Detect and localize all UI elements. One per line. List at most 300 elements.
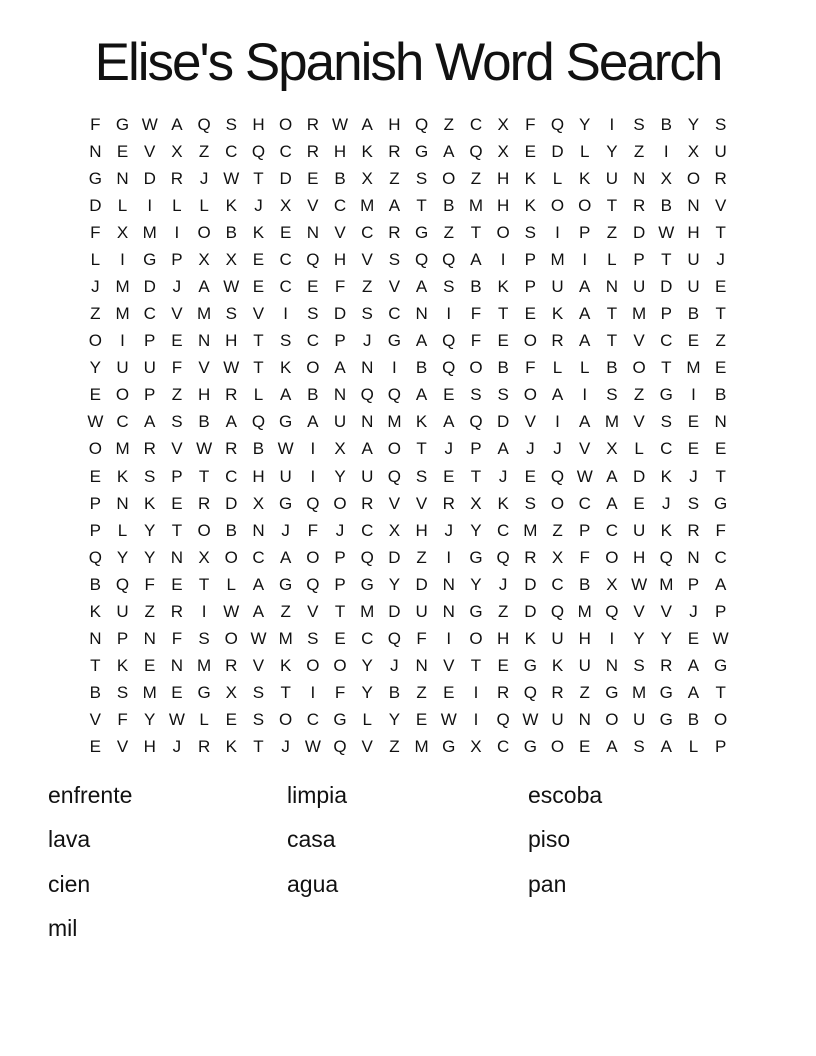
grid-letter: O bbox=[714, 710, 728, 730]
grid-letter: K bbox=[279, 656, 292, 676]
grid-letter: K bbox=[497, 493, 509, 513]
grid-letter: O bbox=[550, 493, 565, 513]
grid-letter: G bbox=[442, 737, 456, 757]
grid-letter: Q bbox=[469, 412, 483, 432]
grid-letter: A bbox=[279, 547, 292, 567]
grid-letter: S bbox=[633, 114, 645, 134]
grid-letter: Q bbox=[197, 114, 211, 134]
grid-letter: Y bbox=[388, 574, 401, 594]
grid-letter: R bbox=[551, 331, 564, 351]
grid-letter: F bbox=[334, 683, 346, 703]
grid-letter: D bbox=[415, 574, 428, 594]
grid-letter: C bbox=[660, 439, 673, 459]
grid-letter: E bbox=[443, 466, 455, 486]
grid-letter: U bbox=[714, 141, 727, 161]
grid-letter: R bbox=[361, 493, 374, 513]
grid-letter: P bbox=[524, 277, 537, 296]
grid-letter: A bbox=[579, 304, 591, 324]
grid-letter: M bbox=[577, 601, 592, 621]
grid-letter: N bbox=[442, 601, 455, 621]
grid-letter: E bbox=[171, 683, 183, 703]
grid-letter: E bbox=[497, 656, 509, 676]
grid-letter: X bbox=[470, 737, 482, 757]
grid-letter: Q bbox=[442, 358, 456, 378]
grid-letter: S bbox=[660, 412, 672, 432]
grid-letter: D bbox=[551, 141, 564, 161]
grid-letter: N bbox=[714, 412, 727, 432]
grid-letter: E bbox=[443, 385, 455, 405]
grid-letter: O bbox=[224, 629, 238, 649]
grid-letter: B bbox=[470, 277, 482, 296]
grid-letter: R bbox=[197, 493, 211, 513]
grid-letter: A bbox=[388, 195, 401, 215]
grid-letter: U bbox=[551, 629, 564, 649]
grid-letter: W bbox=[277, 439, 294, 459]
grid-letter: Q bbox=[414, 249, 429, 269]
grid-letter: A bbox=[144, 412, 156, 432]
grid-letter: U bbox=[687, 249, 700, 269]
grid-letter: E bbox=[252, 249, 265, 269]
grid-letter: M bbox=[115, 277, 130, 296]
grid-letter: K bbox=[524, 629, 537, 649]
grid-letter: J bbox=[390, 656, 399, 676]
grid-letter: Z bbox=[443, 114, 454, 134]
grid-letter: S bbox=[116, 683, 129, 703]
grid-letter: N bbox=[632, 168, 646, 188]
grid-letter: T bbox=[470, 656, 482, 676]
grid-letter: B bbox=[252, 439, 265, 459]
grid-letter: Z bbox=[90, 304, 101, 324]
grid-letter: M bbox=[360, 601, 375, 621]
grid-letter: N bbox=[89, 629, 102, 649]
grid-letter: A bbox=[361, 114, 373, 134]
grid-letter: I bbox=[609, 114, 615, 134]
grid-letter: K bbox=[579, 168, 591, 188]
grid-letter: S bbox=[144, 466, 156, 486]
grid-letter: B bbox=[579, 574, 591, 594]
grid-letter: D bbox=[524, 574, 537, 594]
grid-letter: Z bbox=[579, 683, 590, 703]
grid-letter: C bbox=[333, 195, 347, 215]
grid-letter: G bbox=[469, 601, 483, 621]
grid-letter: S bbox=[171, 412, 183, 432]
grid-letter: W bbox=[168, 710, 185, 730]
grid-letter: T bbox=[253, 737, 264, 757]
grid-letter: X bbox=[687, 141, 700, 161]
grid-letter: Q bbox=[442, 249, 456, 269]
grid-letter: T bbox=[497, 304, 509, 324]
grid-letter: G bbox=[197, 683, 211, 703]
grid-letter: N bbox=[687, 195, 700, 215]
grid-letter: Q bbox=[360, 547, 374, 567]
grid-letter: N bbox=[415, 656, 428, 676]
grid-letter: Y bbox=[470, 520, 482, 540]
grid-letter: N bbox=[306, 222, 319, 242]
letter-grid bbox=[82, 111, 735, 761]
grid-letter: R bbox=[225, 385, 238, 405]
grid-letter: Q bbox=[306, 249, 320, 269]
grid-letter: P bbox=[171, 466, 183, 486]
grid-letter: K bbox=[89, 601, 102, 621]
grid-letter: A bbox=[279, 385, 292, 405]
grid-letter: H bbox=[333, 141, 347, 161]
grid-letter: M bbox=[360, 195, 375, 215]
grid-letter: B bbox=[497, 358, 509, 378]
grid-letter: R bbox=[225, 439, 238, 459]
grid-letter: V bbox=[89, 710, 102, 730]
grid-letter: C bbox=[551, 574, 564, 594]
word-list-item: mil bbox=[48, 914, 78, 941]
grid-letter: B bbox=[89, 683, 102, 703]
grid-letter: Z bbox=[416, 683, 427, 703]
grid-letter: E bbox=[116, 141, 129, 161]
grid-letter: S bbox=[633, 737, 645, 757]
grid-letter: Y bbox=[687, 114, 700, 134]
grid-letter: M bbox=[686, 358, 701, 378]
grid-letter: U bbox=[551, 277, 564, 296]
grid-letter: D bbox=[632, 222, 646, 242]
grid-letter: H bbox=[415, 520, 428, 540]
grid-letter: E bbox=[89, 466, 102, 486]
grid-letter: T bbox=[715, 683, 726, 703]
puzzle-title: Elise's Spanish Word Search bbox=[94, 33, 722, 92]
grid-letter: Y bbox=[633, 629, 645, 649]
grid-letter: Q bbox=[523, 683, 537, 703]
grid-letter: E bbox=[252, 277, 265, 296]
grid-letter: E bbox=[687, 439, 700, 459]
grid-letter: C bbox=[497, 520, 510, 540]
grid-letter: S bbox=[198, 629, 210, 649]
grid-letter: E bbox=[687, 331, 700, 351]
grid-letter: G bbox=[88, 168, 102, 188]
grid-letter: C bbox=[225, 466, 238, 486]
grid-letter: Q bbox=[251, 412, 266, 432]
grid-letter: C bbox=[361, 629, 374, 649]
grid-letter: H bbox=[388, 114, 401, 134]
grid-letter: Z bbox=[362, 277, 373, 296]
grid-letter: E bbox=[415, 710, 428, 730]
grid-letter: M bbox=[550, 249, 565, 269]
grid-letter: U bbox=[632, 520, 646, 540]
grid-letter: A bbox=[307, 412, 319, 432]
grid-letter: F bbox=[307, 520, 319, 540]
grid-letter: C bbox=[388, 304, 401, 324]
grid-letter: J bbox=[281, 520, 290, 540]
grid-letter: R bbox=[497, 683, 510, 703]
grid-letter: J bbox=[553, 439, 562, 459]
grid-letter: X bbox=[225, 683, 237, 703]
grid-letter: P bbox=[714, 737, 727, 757]
grid-letter: N bbox=[687, 547, 700, 567]
grid-letter: X bbox=[497, 114, 509, 134]
grid-letter: M bbox=[115, 304, 130, 324]
grid-letter: K bbox=[116, 466, 129, 486]
grid-letter: O bbox=[333, 493, 347, 513]
grid-letter: J bbox=[498, 466, 508, 486]
grid-letter: L bbox=[634, 439, 644, 459]
grid-letter: Y bbox=[361, 683, 373, 703]
grid-letter: I bbox=[582, 385, 588, 405]
grid-letter: E bbox=[497, 331, 509, 351]
grid-letter: C bbox=[279, 249, 292, 269]
grid-letter: Q bbox=[550, 601, 565, 621]
grid-letter: V bbox=[307, 195, 319, 215]
grid-letter: W bbox=[223, 168, 240, 188]
grid-letter: Z bbox=[606, 222, 618, 242]
grid-letter: C bbox=[469, 114, 483, 134]
grid-letter: V bbox=[388, 493, 401, 513]
grid-letter: W bbox=[631, 574, 648, 594]
grid-letter: W bbox=[223, 277, 240, 296]
grid-letter: W bbox=[712, 629, 729, 649]
grid-letter: Y bbox=[606, 141, 618, 161]
grid-letter: G bbox=[414, 141, 429, 161]
grid-letter: Y bbox=[144, 710, 156, 730]
grid-letter: P bbox=[171, 249, 183, 269]
grid-letter: A bbox=[606, 466, 618, 486]
grid-letter: G bbox=[523, 737, 537, 757]
grid-letter: G bbox=[714, 656, 728, 676]
grid-letter: A bbox=[551, 385, 564, 405]
grid-letter: R bbox=[306, 141, 319, 161]
grid-letter: B bbox=[687, 304, 700, 324]
grid-letter: F bbox=[334, 277, 346, 296]
grid-letter: S bbox=[252, 683, 265, 703]
grid-letter: Y bbox=[144, 520, 156, 540]
grid-letter: K bbox=[144, 493, 156, 513]
grid-letter: D bbox=[632, 466, 646, 486]
grid-letter: O bbox=[578, 195, 592, 215]
grid-letter: N bbox=[89, 141, 102, 161]
grid-letter: H bbox=[252, 466, 265, 486]
grid-letter: D bbox=[660, 277, 673, 296]
grid-letter: L bbox=[579, 358, 590, 378]
grid-letter: O bbox=[387, 439, 402, 459]
grid-letter: U bbox=[605, 168, 619, 188]
grid-letter: L bbox=[117, 520, 128, 540]
grid-letter: S bbox=[714, 114, 727, 134]
grid-letter: E bbox=[579, 737, 591, 757]
grid-letter: B bbox=[606, 358, 618, 378]
grid-letter: N bbox=[333, 385, 347, 405]
grid-letter: Z bbox=[389, 737, 400, 757]
grid-letter: J bbox=[172, 277, 182, 296]
grid-letter: Q bbox=[550, 466, 565, 486]
grid-letter: P bbox=[633, 249, 645, 269]
grid-letter: J bbox=[526, 439, 535, 459]
grid-letter: T bbox=[715, 222, 726, 242]
grid-letter: T bbox=[715, 466, 726, 486]
grid-letter: K bbox=[415, 412, 428, 432]
grid-letter: Q bbox=[333, 737, 347, 757]
grid-letter: X bbox=[606, 574, 618, 594]
grid-letter: E bbox=[144, 656, 156, 676]
grid-letter: N bbox=[442, 574, 455, 594]
grid-letter: E bbox=[225, 710, 237, 730]
grid-letter: M bbox=[197, 304, 212, 324]
grid-letter: E bbox=[524, 304, 537, 324]
grid-letter: G bbox=[279, 412, 293, 432]
grid-letter: J bbox=[281, 737, 290, 757]
grid-letter: F bbox=[117, 710, 128, 730]
grid-letter: O bbox=[224, 547, 238, 567]
grid-letter: T bbox=[171, 520, 183, 540]
grid-letter: S bbox=[497, 385, 509, 405]
grid-letter: G bbox=[605, 683, 619, 703]
grid-letter: I bbox=[555, 222, 560, 242]
grid-letter: S bbox=[524, 222, 537, 242]
grid-letter: W bbox=[250, 629, 267, 649]
grid-letter: I bbox=[120, 331, 125, 351]
grid-letter: V bbox=[579, 439, 591, 459]
grid-letter: L bbox=[579, 141, 590, 161]
grid-letter: Z bbox=[633, 141, 645, 161]
grid-letter: H bbox=[687, 222, 700, 242]
grid-letter: N bbox=[605, 656, 619, 676]
grid-letter: T bbox=[416, 439, 427, 459]
grid-letter: I bbox=[147, 195, 153, 215]
grid-letter: J bbox=[444, 520, 454, 540]
grid-letter: U bbox=[279, 466, 292, 486]
grid-letter: L bbox=[199, 195, 209, 215]
grid-letter: T bbox=[606, 304, 618, 324]
grid-letter: A bbox=[198, 277, 210, 296]
grid-letter: H bbox=[497, 168, 510, 188]
grid-letter: A bbox=[470, 249, 482, 269]
grid-letter: E bbox=[524, 466, 537, 486]
grid-letter: O bbox=[550, 737, 565, 757]
grid-letter: O bbox=[279, 710, 293, 730]
grid-letter: F bbox=[171, 358, 183, 378]
grid-letter: M bbox=[387, 412, 402, 432]
grid-letter: U bbox=[333, 412, 347, 432]
grid-letter: C bbox=[361, 520, 374, 540]
grid-letter: S bbox=[279, 331, 292, 351]
grid-letter: L bbox=[362, 710, 372, 730]
grid-letter: F bbox=[144, 574, 155, 594]
grid-letter: N bbox=[361, 412, 374, 432]
grid-letter: N bbox=[252, 520, 265, 540]
grid-letter: Y bbox=[660, 629, 672, 649]
grid-letter: G bbox=[714, 493, 728, 513]
grid-letter: F bbox=[90, 222, 101, 242]
grid-letter: Q bbox=[115, 574, 130, 594]
grid-letter: W bbox=[141, 114, 158, 134]
grid-letter: P bbox=[714, 601, 727, 621]
grid-letter: C bbox=[252, 547, 265, 567]
grid-letter: N bbox=[116, 168, 129, 188]
grid-letter: V bbox=[171, 439, 183, 459]
grid-letter: O bbox=[686, 168, 701, 188]
grid-letter: Q bbox=[659, 547, 673, 567]
grid-letter: A bbox=[443, 412, 455, 432]
grid-letter: A bbox=[171, 114, 183, 134]
grid-letter: B bbox=[198, 412, 210, 432]
grid-letter: D bbox=[524, 601, 537, 621]
grid-letter: T bbox=[90, 656, 101, 676]
grid-letter: V bbox=[633, 601, 645, 621]
grid-letter: R bbox=[714, 168, 727, 188]
grid-letter: T bbox=[198, 574, 210, 594]
grid-letter: X bbox=[279, 195, 292, 215]
grid-letter: G bbox=[469, 547, 483, 567]
grid-letter: W bbox=[223, 358, 240, 378]
grid-letter: S bbox=[415, 466, 428, 486]
grid-letter: L bbox=[172, 195, 182, 215]
word-list-column bbox=[287, 773, 347, 906]
grid-letter: F bbox=[715, 520, 726, 540]
grid-letter: R bbox=[306, 114, 319, 134]
grid-letter: P bbox=[144, 331, 156, 351]
grid-letter: Q bbox=[387, 466, 402, 486]
grid-letter: V bbox=[660, 601, 672, 621]
grid-letter: O bbox=[279, 114, 293, 134]
grid-letter: J bbox=[362, 331, 372, 351]
grid-letter: K bbox=[551, 656, 564, 676]
grid-letter: P bbox=[89, 520, 102, 540]
grid-letter: Q bbox=[605, 601, 619, 621]
grid-letter: O bbox=[523, 331, 537, 351]
grid-letter: U bbox=[415, 601, 428, 621]
grid-letter: G bbox=[659, 710, 673, 730]
grid-letter: F bbox=[525, 358, 536, 378]
grid-letter: L bbox=[688, 737, 699, 757]
grid-letter: X bbox=[171, 141, 183, 161]
grid-letter: Q bbox=[306, 574, 320, 594]
grid-letter: X bbox=[660, 168, 672, 188]
grid-letter: S bbox=[470, 385, 482, 405]
grid-letter: M bbox=[523, 520, 538, 540]
grid-letter: H bbox=[252, 114, 265, 134]
word-list-item: enfrente bbox=[48, 782, 133, 808]
grid-letter: E bbox=[714, 277, 727, 296]
grid-letter: C bbox=[714, 547, 727, 567]
grid-letter: B bbox=[89, 574, 102, 594]
grid-letter: Q bbox=[251, 141, 266, 161]
grid-letter: E bbox=[89, 737, 102, 757]
grid-letter: Q bbox=[469, 141, 483, 161]
word-list-item: piso bbox=[528, 826, 571, 853]
grid-letter: M bbox=[115, 439, 130, 459]
grid-letter: Z bbox=[389, 168, 400, 188]
grid-letter: F bbox=[525, 114, 536, 134]
grid-letter: E bbox=[524, 141, 537, 161]
grid-letter: E bbox=[171, 493, 183, 513]
grid-letter: X bbox=[225, 249, 237, 269]
grid-letter: C bbox=[578, 493, 591, 513]
grid-letter: G bbox=[387, 331, 402, 351]
grid-letter: X bbox=[361, 168, 373, 188]
grid-letter: A bbox=[660, 737, 672, 757]
grid-letter: H bbox=[497, 195, 510, 215]
grid-letter: N bbox=[170, 547, 184, 567]
grid-letter: A bbox=[714, 574, 727, 594]
grid-letter: D bbox=[333, 304, 347, 324]
grid-letter: I bbox=[120, 249, 125, 269]
grid-letter: T bbox=[606, 195, 618, 215]
grid-letter: I bbox=[473, 710, 479, 730]
grid-letter: C bbox=[497, 737, 510, 757]
grid-letter: V bbox=[415, 493, 428, 513]
grid-letter: T bbox=[253, 168, 264, 188]
grid-letter: Y bbox=[579, 114, 591, 134]
grid-letter: A bbox=[252, 601, 265, 621]
grid-letter: E bbox=[714, 439, 727, 459]
grid-letter: Q bbox=[387, 385, 402, 405]
grid-letter: M bbox=[468, 195, 484, 215]
grid-letter: K bbox=[116, 656, 129, 676]
grid-letter: R bbox=[170, 168, 184, 188]
